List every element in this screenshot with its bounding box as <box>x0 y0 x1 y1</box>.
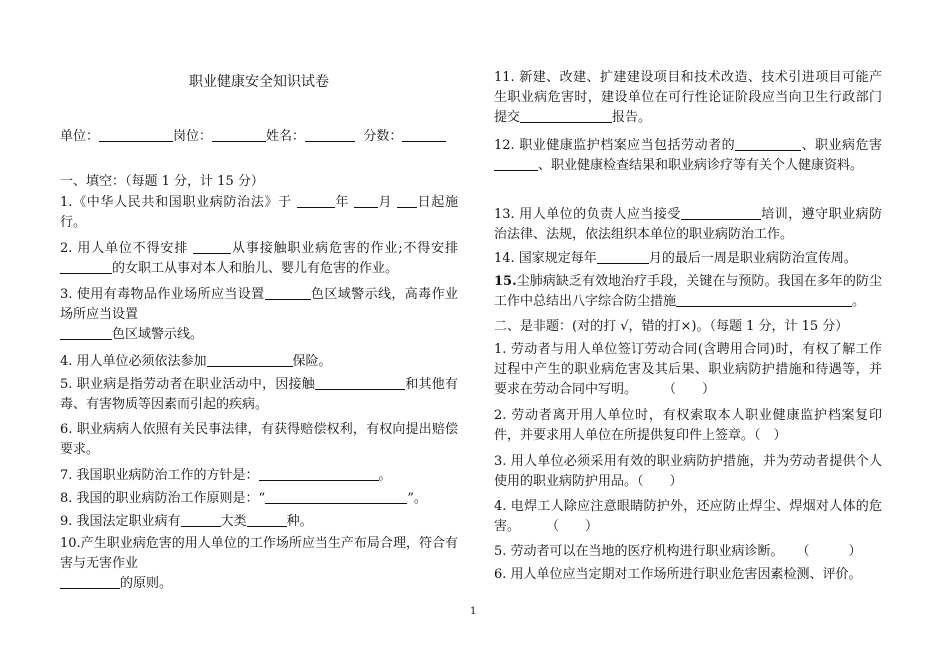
q9-blank-2[interactable] <box>247 512 287 527</box>
question-2: 2. 用人单位不得安排 从事接触职业病危害的作业;不得安排的女职工从事对本人和胎儿、婴儿有危害的作业。 <box>60 241 458 276</box>
question-3: 3. 使用有毒物品作业场所应当设置 色区域警示线，高毒作业场所应当设置 色区域警示线。 <box>60 287 458 342</box>
q12-blank-2[interactable] <box>494 156 538 171</box>
q1-blank-day[interactable] <box>397 193 417 208</box>
q8-blank[interactable] <box>265 489 407 504</box>
q5-blank[interactable] <box>315 375 405 390</box>
q13-blank[interactable] <box>681 205 761 220</box>
question-4: 4. 用人单位必须依法参加 保险。 <box>60 354 332 369</box>
post-field[interactable] <box>212 127 266 142</box>
section2-heading: 二、是非题：(对的打 √，错的打×)。（每题 1 分，计 15 分） <box>494 319 849 334</box>
question-7: 7. 我国职业病防治工作的方针是： 。 <box>60 468 392 483</box>
score-field[interactable] <box>402 127 446 142</box>
q7-blank[interactable] <box>259 466 379 481</box>
q9-blank-1[interactable] <box>181 512 221 527</box>
page-number: 1 <box>470 606 477 617</box>
tf-question-1: 1. 劳动者与用人单位签订劳动合同(含聘用合同)时，有权了解工作过程中产生的职业病危害及其后果、职业病防护措施和待遇等，并要求在劳动合同中写明。 （ ） <box>494 342 882 397</box>
unit-label: 单位： <box>60 129 100 144</box>
q1-blank-month[interactable] <box>354 193 378 208</box>
q2-blank-2[interactable] <box>60 259 112 274</box>
question-14: 14. 国家规定每年 月的最后一周是职业病防治宣传周。 <box>494 251 857 266</box>
q3-blank-2[interactable] <box>60 325 112 340</box>
question-5: 5. 职业病是指劳动者在职业活动中，因接触 和其他有毒、有害物质等因素而引起的疾病。 <box>60 377 458 412</box>
header-fields <box>60 127 458 147</box>
question-12: 12. 职业健康监护档案应当包括劳动者的 、职业病危害、职业健康检查结果和职业病诊疗等有关个人健康资料。 <box>494 138 882 173</box>
q1-blank-year[interactable] <box>297 193 335 208</box>
tf-question-3: 3. 用人单位必须采用有效的职业病防护措施，并为劳动者提供个人使用的职业病防护用品。（ ） <box>494 454 882 489</box>
q12-blank-1[interactable] <box>735 136 801 151</box>
score-label: 分数： <box>363 129 403 144</box>
page-title: 职业健康安全知识试卷 <box>189 74 329 90</box>
q3-blank-1[interactable] <box>265 285 311 300</box>
question-15: 15.尘肺病缺乏有效地治疗手段，关键在与预防。我国在多年的防尘工作中总结出八字综合防尘措施 。 <box>494 274 882 309</box>
tf-question-6: 6. 用人单位应当定期对工作场所进行职业危害因素检测、评价。 <box>494 567 862 582</box>
q11-blank[interactable] <box>520 108 612 123</box>
unit-field[interactable] <box>99 127 173 142</box>
section1-heading: 一、填空：（每题 1 分，计 15 分） <box>60 174 264 189</box>
q2-blank-1[interactable] <box>193 239 231 254</box>
question-10: 10.产生职业病危害的用人单位的工作场所应当生产布局合理，符合有害与无害作业 的原则。 <box>60 536 458 591</box>
tf-question-5: 5. 劳动者可以在当地的医疗机构进行职业病诊断。 （ ） <box>494 544 862 559</box>
q15-blank[interactable] <box>676 292 852 307</box>
post-label: 岗位： <box>173 129 213 144</box>
question-8: 8. 我国的职业病防治工作原则是：“ ”。 <box>60 491 427 506</box>
name-field[interactable] <box>305 127 355 142</box>
question-13: 13. 用人单位的负责人应当接受 培训，遵守职业病防治法律、法规，依法组织本单位的职业病防治工作。 <box>494 207 882 242</box>
question-6: 6. 职业病病人依照有关民事法律，有获得赔偿权利，有权向提出赔偿要求。 <box>60 422 458 457</box>
q4-blank[interactable] <box>207 352 293 367</box>
question-11: 11. 新建、改建、扩建建设项目和技术改造、技术引进项目可能产生职业病危害时，建设单位在可行性论证阶段应当向卫生行政部门提交 报告。 <box>494 70 882 125</box>
question-9: 9. 我国法定职业病有 大类 种。 <box>60 514 313 529</box>
q14-blank[interactable] <box>597 249 649 264</box>
q10-blank[interactable] <box>60 574 120 589</box>
tf-question-4: 4. 电焊工人除应注意眼睛防护外，还应防止焊尘、焊烟对人体的危害。 （ ） <box>494 499 882 534</box>
name-label: 姓名： <box>266 129 306 144</box>
tf-question-2: 2. 劳动者离开用人单位时，有权索取本人职业健康监护档案复印件，并要求用人单位在所提供复印件上签章。（ ） <box>494 408 882 443</box>
question-1: 1.《中华人民共和国职业病防治法》于 年 月 日起施行。 <box>60 195 458 230</box>
